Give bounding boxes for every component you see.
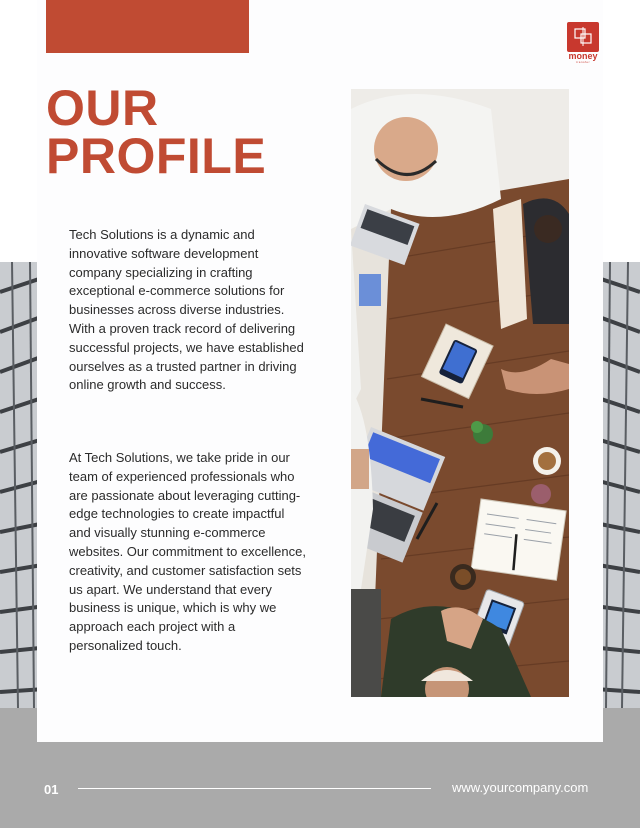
accent-bar [46, 0, 249, 53]
footer-divider [78, 788, 431, 789]
logo-wordmark: money [568, 51, 598, 61]
page-number: 01 [44, 782, 59, 797]
profile-paragraph-1: Tech Solutions is a dynamic and innovative software development company specializing in crafting exceptional e-commerce solutions for businesses across diverse industries. With a proven track record of delivering successful projects, we have established ourselves as a trusted partner in driving online growth and success. [69, 227, 304, 393]
footer-website-url: www.yourcompany.com [452, 780, 589, 795]
profile-paragraph-2: At Tech Solutions, we take pride in our team of experienced professionals who are passionate about leveraging cutting-edge technologies to create impactful and visually stunning e-commerce websites. Our commitment to excellence, creativity, and customer satisfaction sets us apart. We understand that every business is unique, which is why we approach each project with a personalized touch. [69, 450, 306, 653]
page-title-line-1: OUR [46, 80, 159, 136]
page-title [46, 80, 267, 184]
team-meeting-photo [351, 89, 569, 697]
logo-mark-icon [567, 22, 599, 52]
logo-tagline: transfer [575, 60, 591, 64]
company-logo [567, 22, 599, 64]
page-title-line-2: PROFILE [46, 128, 267, 184]
